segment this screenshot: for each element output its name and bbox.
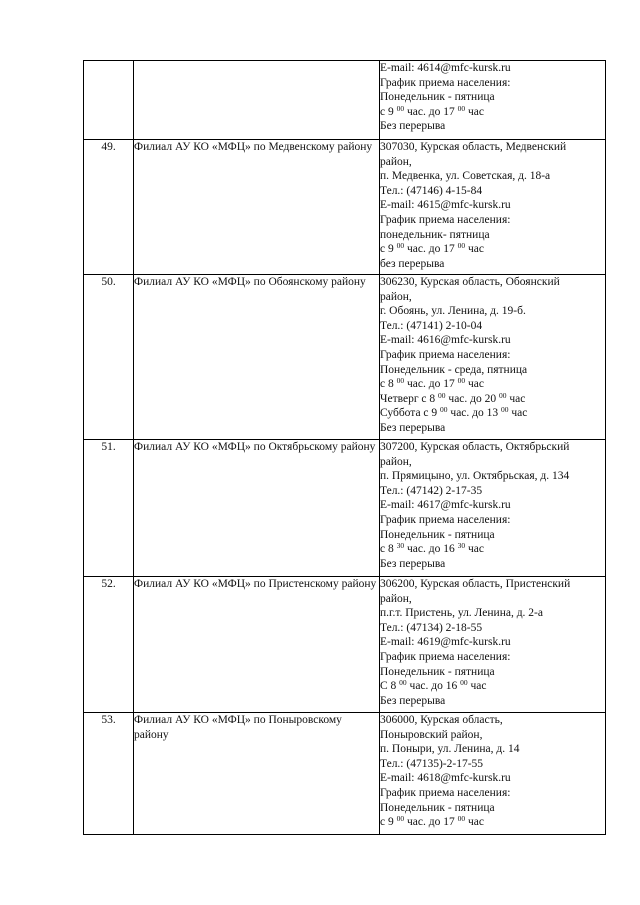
info-text: п. Поныри, ул. Ленина, д. 14 bbox=[380, 743, 520, 756]
info-line bbox=[380, 304, 605, 319]
row-number: 50. bbox=[84, 275, 134, 440]
time-minutes-superscript: 00 bbox=[396, 814, 405, 824]
info-text: с 8 bbox=[380, 378, 397, 391]
info-text: E-mail: 4619@mfc-kursk.ru bbox=[380, 636, 511, 649]
info-text: Понедельник - пятница bbox=[380, 801, 495, 814]
info-line bbox=[380, 469, 605, 484]
time-minutes-superscript: 00 bbox=[499, 390, 507, 400]
table-row bbox=[84, 61, 606, 140]
info-line bbox=[380, 694, 605, 709]
info-text: График приема населения: bbox=[380, 650, 511, 663]
branch-contact-info bbox=[380, 140, 606, 275]
info-line bbox=[380, 257, 605, 272]
info-line bbox=[380, 484, 605, 499]
info-text: час. до 17 bbox=[404, 105, 458, 118]
info-text: Понедельник - среда, пятница bbox=[380, 363, 528, 376]
time-minutes-superscript: 00 bbox=[396, 241, 405, 251]
info-line bbox=[380, 198, 605, 213]
info-line bbox=[380, 528, 605, 543]
info-text: район, bbox=[380, 290, 412, 303]
info-text: Без перерыва bbox=[380, 421, 446, 434]
info-line bbox=[380, 786, 605, 801]
info-line bbox=[380, 815, 605, 830]
info-text: Тел.: (47141) 2-10-04 bbox=[380, 319, 483, 332]
info-text: час. до 20 bbox=[445, 392, 499, 405]
info-text: с 9 bbox=[380, 816, 397, 829]
info-text: п. Прямицыно, ул. Октябрьская, д. 134 bbox=[380, 470, 570, 483]
info-line bbox=[380, 184, 605, 199]
info-text: с 8 bbox=[380, 543, 397, 556]
info-text: С 8 bbox=[380, 680, 400, 693]
info-line bbox=[380, 742, 605, 757]
info-text: Понедельник - пятница bbox=[380, 528, 495, 541]
info-text: час. до 16 bbox=[406, 680, 461, 693]
branch-contact-info bbox=[380, 713, 606, 835]
info-text: График приема населения: bbox=[380, 786, 511, 799]
info-text: График приема населения: bbox=[380, 348, 511, 361]
info-text: Тел.: (47135)-2-17-55 bbox=[380, 757, 484, 770]
table-row bbox=[84, 275, 606, 440]
info-text: час. до 17 bbox=[404, 378, 458, 391]
info-line bbox=[380, 771, 605, 786]
info-line bbox=[380, 801, 605, 816]
info-text: час. до 13 bbox=[447, 407, 502, 420]
branch-contact-info bbox=[380, 61, 606, 140]
branch-contact-info bbox=[380, 275, 606, 440]
info-text: Суббота с 9 bbox=[380, 407, 441, 420]
table-row bbox=[84, 140, 606, 275]
info-text: Без перерыва bbox=[380, 557, 446, 570]
info-text: Тел.: (47142) 2-17-35 bbox=[380, 484, 483, 497]
info-line bbox=[380, 76, 605, 91]
branch-table-body bbox=[84, 61, 606, 835]
info-line bbox=[380, 392, 605, 407]
info-line bbox=[380, 155, 605, 170]
info-line bbox=[380, 650, 605, 665]
info-line bbox=[380, 105, 605, 120]
info-text: Понедельник - пятница bbox=[380, 665, 495, 678]
time-minutes-superscript: 00 bbox=[396, 376, 405, 386]
time-minutes-superscript: 00 bbox=[440, 405, 448, 415]
info-line bbox=[380, 90, 605, 105]
info-text: E-mail: 4616@mfc-kursk.ru bbox=[380, 334, 511, 347]
info-text: час bbox=[506, 392, 526, 405]
info-text: 306000, Курская область, bbox=[380, 714, 503, 726]
info-text: с 9 bbox=[380, 243, 397, 256]
branch-table bbox=[83, 60, 606, 835]
info-text: с 9 bbox=[380, 105, 397, 118]
info-text: График приема населения: bbox=[380, 513, 511, 526]
info-text: район, bbox=[380, 155, 412, 168]
info-line bbox=[380, 169, 605, 184]
info-text: час bbox=[465, 105, 484, 118]
info-line bbox=[380, 377, 605, 392]
info-line bbox=[380, 542, 605, 557]
row-number: 52. bbox=[84, 577, 134, 713]
info-line bbox=[380, 61, 605, 76]
row-number: 49. bbox=[84, 140, 134, 275]
info-text: час. до 16 bbox=[404, 543, 458, 556]
branch-contact-info bbox=[380, 577, 606, 713]
info-text: п.г.т. Пристень, ул. Ленина, д. 2-а bbox=[380, 607, 543, 620]
info-text: 306200, Курская область, Пристенский bbox=[380, 578, 571, 590]
time-minutes-superscript: 00 bbox=[460, 678, 468, 688]
info-line bbox=[380, 498, 605, 513]
info-line bbox=[380, 119, 605, 134]
info-line bbox=[380, 635, 605, 650]
branch-contact-info bbox=[380, 440, 606, 577]
table-row bbox=[84, 440, 606, 577]
info-line bbox=[380, 557, 605, 572]
info-text: понедельник- пятница bbox=[380, 228, 490, 241]
info-text: час bbox=[465, 243, 484, 256]
info-line bbox=[380, 228, 605, 243]
info-text: п. Медвенка, ул. Советская, д. 18-а bbox=[380, 170, 551, 183]
info-text: E-mail: 4618@mfc-kursk.ru bbox=[380, 772, 511, 785]
info-text: 307200, Курская область, Октябрьский bbox=[380, 441, 570, 453]
info-line bbox=[380, 757, 605, 772]
time-minutes-superscript: 00 bbox=[457, 241, 466, 251]
info-text: час bbox=[465, 378, 484, 391]
row-number: 51. bbox=[84, 440, 134, 577]
info-line bbox=[380, 713, 605, 728]
time-minutes-superscript: 00 bbox=[457, 103, 466, 113]
branch-name: Филиал АУ КО «МФЦ» по Медвенскому району bbox=[134, 140, 380, 275]
time-minutes-superscript: 30 bbox=[457, 541, 466, 551]
info-line bbox=[380, 242, 605, 257]
info-text: час. до 17 bbox=[404, 816, 458, 829]
info-text: час bbox=[465, 816, 484, 829]
info-line bbox=[380, 140, 605, 155]
info-text: район, bbox=[380, 455, 412, 468]
info-line bbox=[380, 213, 605, 228]
info-text: E-mail: 4614@mfc-kursk.ru bbox=[380, 62, 511, 74]
time-minutes-superscript: 00 bbox=[399, 678, 407, 688]
branch-name: Филиал АУ КО «МФЦ» по Обоянскому району bbox=[134, 275, 380, 440]
info-line bbox=[380, 421, 605, 436]
info-text: район, bbox=[380, 592, 412, 605]
info-line bbox=[380, 406, 605, 421]
info-line bbox=[380, 455, 605, 470]
info-text: E-mail: 4617@mfc-kursk.ru bbox=[380, 499, 511, 512]
branch-name bbox=[134, 61, 380, 140]
info-line bbox=[380, 440, 605, 455]
time-minutes-superscript: 00 bbox=[438, 390, 446, 400]
info-line bbox=[380, 363, 605, 378]
info-text: без перерыва bbox=[380, 257, 445, 270]
row-number bbox=[84, 61, 134, 140]
info-line bbox=[380, 679, 605, 694]
info-line bbox=[380, 348, 605, 363]
info-text: Четверг с 8 bbox=[380, 392, 439, 405]
table-row bbox=[84, 713, 606, 835]
info-line bbox=[380, 333, 605, 348]
info-text: График приема населения: bbox=[380, 213, 511, 226]
table-row bbox=[84, 577, 606, 713]
info-text: Без перерыва bbox=[380, 694, 446, 707]
info-text: г. Обоянь, ул. Ленина, д. 19-б. bbox=[380, 305, 526, 318]
info-line bbox=[380, 275, 605, 290]
info-text: час bbox=[508, 407, 528, 420]
branch-name: Филиал АУ КО «МФЦ» по Пристенскому району bbox=[134, 577, 380, 713]
time-minutes-superscript: 00 bbox=[396, 103, 405, 113]
info-line bbox=[380, 513, 605, 528]
info-text: Тел.: (47134) 2-18-55 bbox=[380, 621, 483, 634]
info-line bbox=[380, 290, 605, 305]
info-text: Понедельник - пятница bbox=[380, 91, 495, 104]
info-text: час. до 17 bbox=[404, 243, 458, 256]
info-text: час bbox=[467, 680, 487, 693]
row-number: 53. bbox=[84, 713, 134, 835]
info-text: 307030, Курская область, Медвенский bbox=[380, 141, 567, 153]
info-text: Поныровский район, bbox=[380, 728, 483, 741]
info-text: E-mail: 4615@mfc-kursk.ru bbox=[380, 199, 511, 212]
info-text: 306230, Курская область, Обоянский bbox=[380, 276, 560, 288]
info-line bbox=[380, 728, 605, 743]
info-line bbox=[380, 319, 605, 334]
time-minutes-superscript: 30 bbox=[396, 541, 405, 551]
info-line bbox=[380, 606, 605, 621]
info-text: час bbox=[465, 543, 484, 556]
branch-name: Филиал АУ КО «МФЦ» по Октябрьскому району bbox=[134, 440, 380, 577]
info-text: График приема населения: bbox=[380, 76, 511, 89]
info-line bbox=[380, 577, 605, 592]
time-minutes-superscript: 00 bbox=[457, 814, 466, 824]
info-line bbox=[380, 592, 605, 607]
info-line bbox=[380, 621, 605, 636]
info-line bbox=[380, 665, 605, 680]
info-text: Без перерыва bbox=[380, 120, 446, 133]
branch-name: Филиал АУ КО «МФЦ» по Поныровскому району bbox=[134, 713, 380, 835]
info-text: Тел.: (47146) 4-15-84 bbox=[380, 184, 483, 197]
time-minutes-superscript: 00 bbox=[501, 405, 509, 415]
time-minutes-superscript: 00 bbox=[457, 376, 466, 386]
